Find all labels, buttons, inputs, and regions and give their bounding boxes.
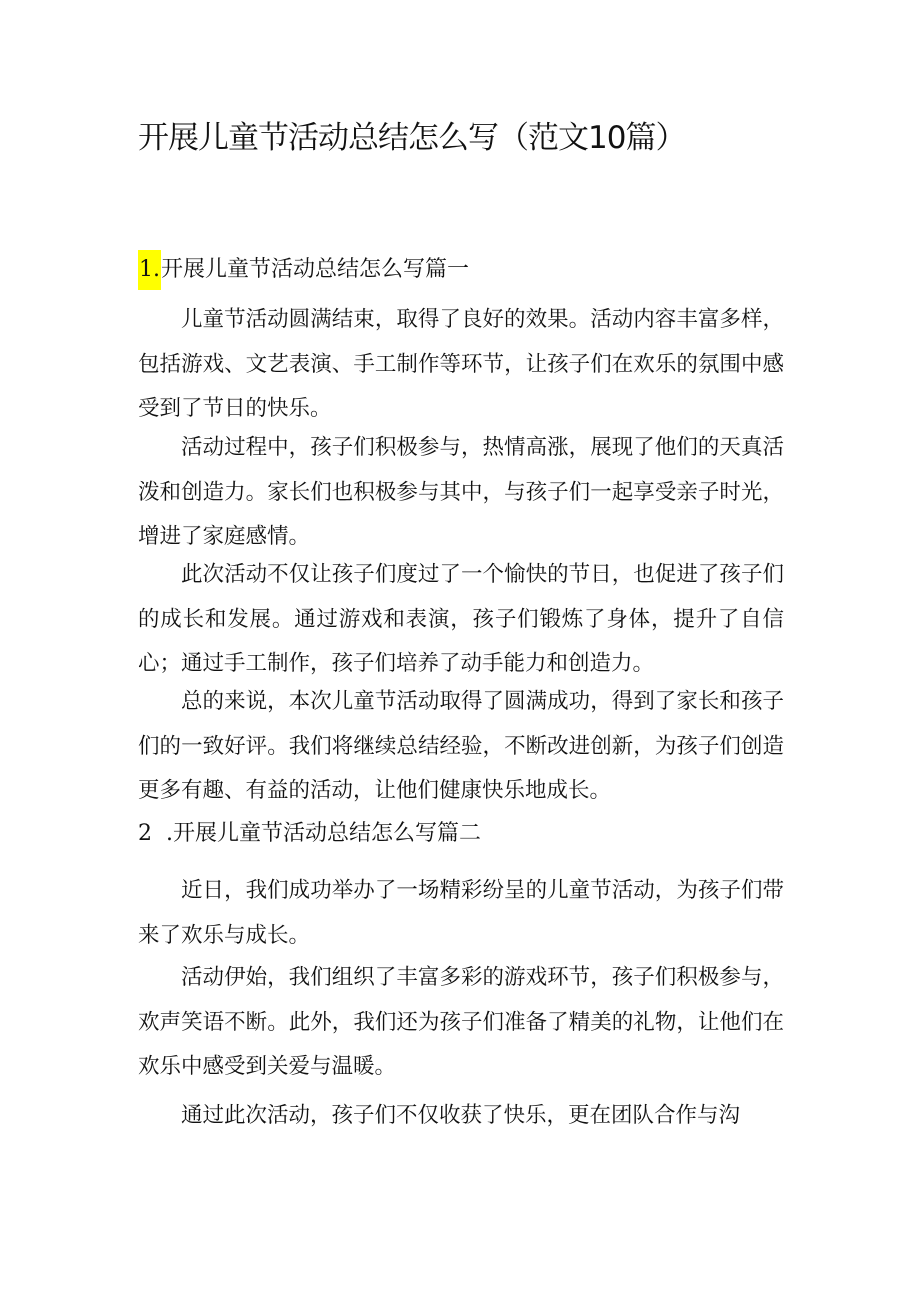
section-heading-1 bbox=[138, 250, 469, 290]
paragraph: 此次活动不仅让孩子们度过了一个愉快的节日，也促进了孩子们的成长和发展。通过游戏和表演，孩子们锻炼了身体，提升了自信心；通过手工制作，孩子们培养了动手能力和创造力。 bbox=[138, 562, 784, 676]
paragraph: 近日，我们成功举办了一场精彩纷呈的儿童节活动，为孩子们带来了欢乐与成长。 bbox=[138, 878, 784, 948]
paragraph: 总的来说，本次儿童节活动取得了圆满成功，得到了家长和孩子们的一致好评。我们将继续总结经验，不断改进创新，为孩子们创造更多有趣、有益的活动，让他们健康快乐地成长。 bbox=[138, 689, 784, 803]
paragraph: 儿童节活动圆满结束，取得了良好的效果。活动内容丰富多样，包括游戏、文艺表演、手工制作等环节，让孩子们在欢乐的氛围中感受到了节日的快乐。 bbox=[138, 307, 784, 421]
section-heading-text-1: 开展儿童节活动总结怎么写篇一 bbox=[161, 257, 470, 282]
section-number-2: 2 bbox=[138, 821, 152, 846]
document-title: 开展儿童节活动总结怎么写（范文10篇） bbox=[138, 120, 686, 156]
paragraph: 活动过程中，孩子们积极参与，热情高涨，展现了他们的天真活泼和创造力。家长们也积极参与其中，与孩子们一起享受亲子时光，增进了家庭感情。 bbox=[138, 435, 784, 549]
section-heading-text-2: .开展儿童节活动总结怎么写篇二 bbox=[166, 821, 481, 846]
section-number-1: 1. bbox=[138, 250, 161, 290]
section-heading-2 bbox=[138, 818, 481, 850]
paragraph: 通过此次活动，孩子们不仅收获了快乐，更在团队合作与沟 bbox=[181, 1103, 741, 1128]
paragraph: 活动伊始，我们组织了丰富多彩的游戏环节，孩子们积极参与，欢声笑语不断。此外，我们还为孩子们准备了精美的礼物，让他们在欢乐中感受到关爱与温暖。 bbox=[138, 965, 784, 1079]
